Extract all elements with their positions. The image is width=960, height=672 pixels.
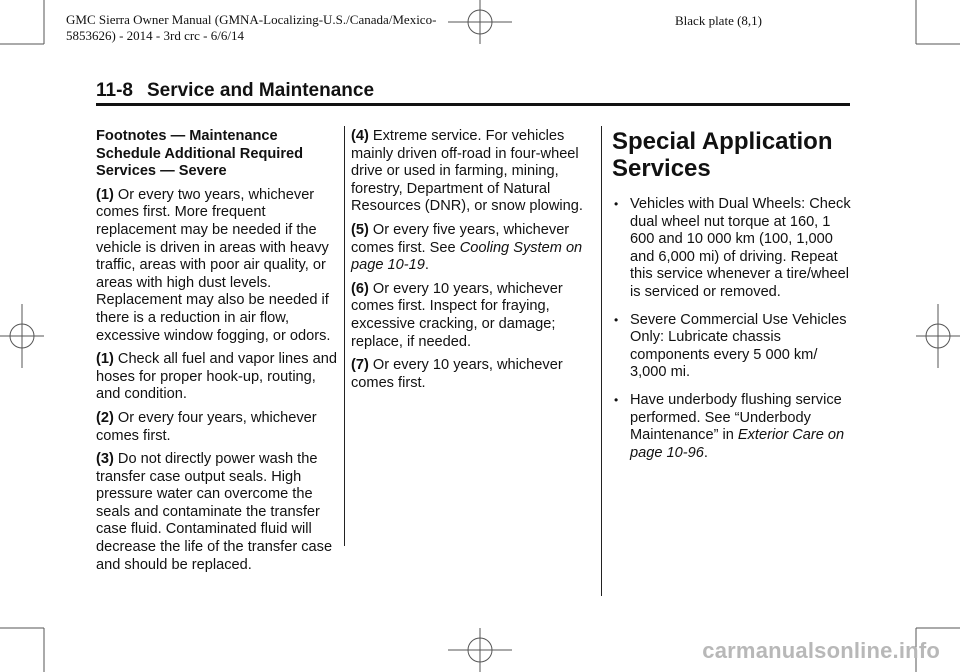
footnote-text: Or every 10 years, whichever comes first. Inspect for fraying, excessive cracking, or damage; replace, if needed. <box>351 280 563 350</box>
list-item <box>612 196 857 302</box>
list-item <box>612 312 857 382</box>
list-item-text: Vehicles with Dual Wheels: Check dual wheel nut torque at 160, 1 600 and 10 000 km (100, 1,000 and 6,000 mi) of driving. Repeat this service whenever a tire/wheel is serviced or removed. <box>630 196 851 300</box>
footnote <box>351 222 591 275</box>
footnote-mark: (3) <box>96 451 114 468</box>
footnote-text: Do not directly power wash the transfer case output seals. High pressure water can overcome the seals and contaminate the transfer case fluid. Contaminated fluid will decrease the life of the transfer case and should be replaced. <box>96 451 333 573</box>
column-divider-2 <box>601 126 602 596</box>
cross-reference-link[interactable]: Exterior Care on page 10-96 <box>630 427 845 461</box>
footnote-text-tail: . <box>424 257 429 274</box>
column-1 <box>96 128 340 580</box>
print-metadata-line1: GMC Sierra Owner Manual (GMNA-Localizing-U.S./Canada/Mexico- <box>66 12 437 27</box>
column-3 <box>612 128 857 472</box>
watermark: carmanualsonline.info <box>702 638 940 663</box>
footnote-text: Extreme service. For vehicles mainly driven off-road in four-wheel drive or used in farming, mining, forestry, Department of Natural Resources (DNR), or snow plowing. <box>351 128 583 215</box>
footnote <box>351 357 591 392</box>
print-metadata-line2: 5853626) - 2014 - 3rd crc - 6/6/14 <box>66 28 244 43</box>
section-header <box>96 80 374 102</box>
footnote <box>351 128 591 216</box>
section-title: Service and Maintenance <box>146 80 375 101</box>
footnote <box>96 410 340 445</box>
footnote-mark: (7) <box>351 357 369 374</box>
footnote-text: Or every 10 years, whichever comes first. <box>351 357 563 391</box>
list-item-text: Severe Commercial Use Vehicles Only: Lubricate chassis components every 5 000 km/ 3,000 mi. <box>630 311 847 381</box>
column-2 <box>351 128 591 398</box>
list-item <box>612 392 857 462</box>
footnote-text: Or every two years, whichever comes first. More frequent replacement may be needed if the vehicle is driven in areas with heavy traffic, areas with poor air quality, or areas with high dust levels. Replacement may also be needed if there is a reduction in air flow, excessive window fogging, or odors. <box>96 186 331 344</box>
bullet-icon: • <box>614 197 619 211</box>
footnote <box>96 187 340 345</box>
bullet-icon: • <box>614 392 619 407</box>
list-item-text: Have underbody flushing service performed. See “Underbody Maintenance” in <box>630 391 842 444</box>
bullet-icon: • <box>614 312 619 327</box>
footnote <box>351 281 591 351</box>
column-divider-1 <box>344 126 345 546</box>
special-services-title: Special Application Services <box>612 128 833 182</box>
footnote-mark: (1) <box>96 351 114 368</box>
footnote <box>96 351 340 404</box>
header-rule <box>96 103 850 106</box>
page-number: 11-8 <box>96 80 133 101</box>
footnote-text: Or every five years, whichever comes first. See <box>351 221 570 256</box>
footnote-mark: (4) <box>351 128 369 144</box>
footnote-mark: (2) <box>96 409 114 426</box>
footnote-mark: (5) <box>351 221 369 238</box>
list-item-text-tail: . <box>703 444 708 461</box>
print-metadata <box>66 12 496 44</box>
footnote-text: Or every four years, whichever comes first. <box>96 409 317 444</box>
footnote-text: Check all fuel and vapor lines and hoses for proper hook-up, routing, and condition. <box>96 351 337 403</box>
footnote <box>96 451 340 574</box>
footnote-mark: (6) <box>351 280 369 297</box>
footnotes-heading: Footnotes — Maintenance Schedule Additional Required Services — Severe <box>96 128 304 180</box>
special-services-list <box>612 196 857 462</box>
cross-reference-link[interactable]: Cooling System on page 10-19 <box>351 239 583 274</box>
footnote-mark: (1) <box>96 186 114 203</box>
plate-label: Black plate (8,1) <box>675 13 762 28</box>
